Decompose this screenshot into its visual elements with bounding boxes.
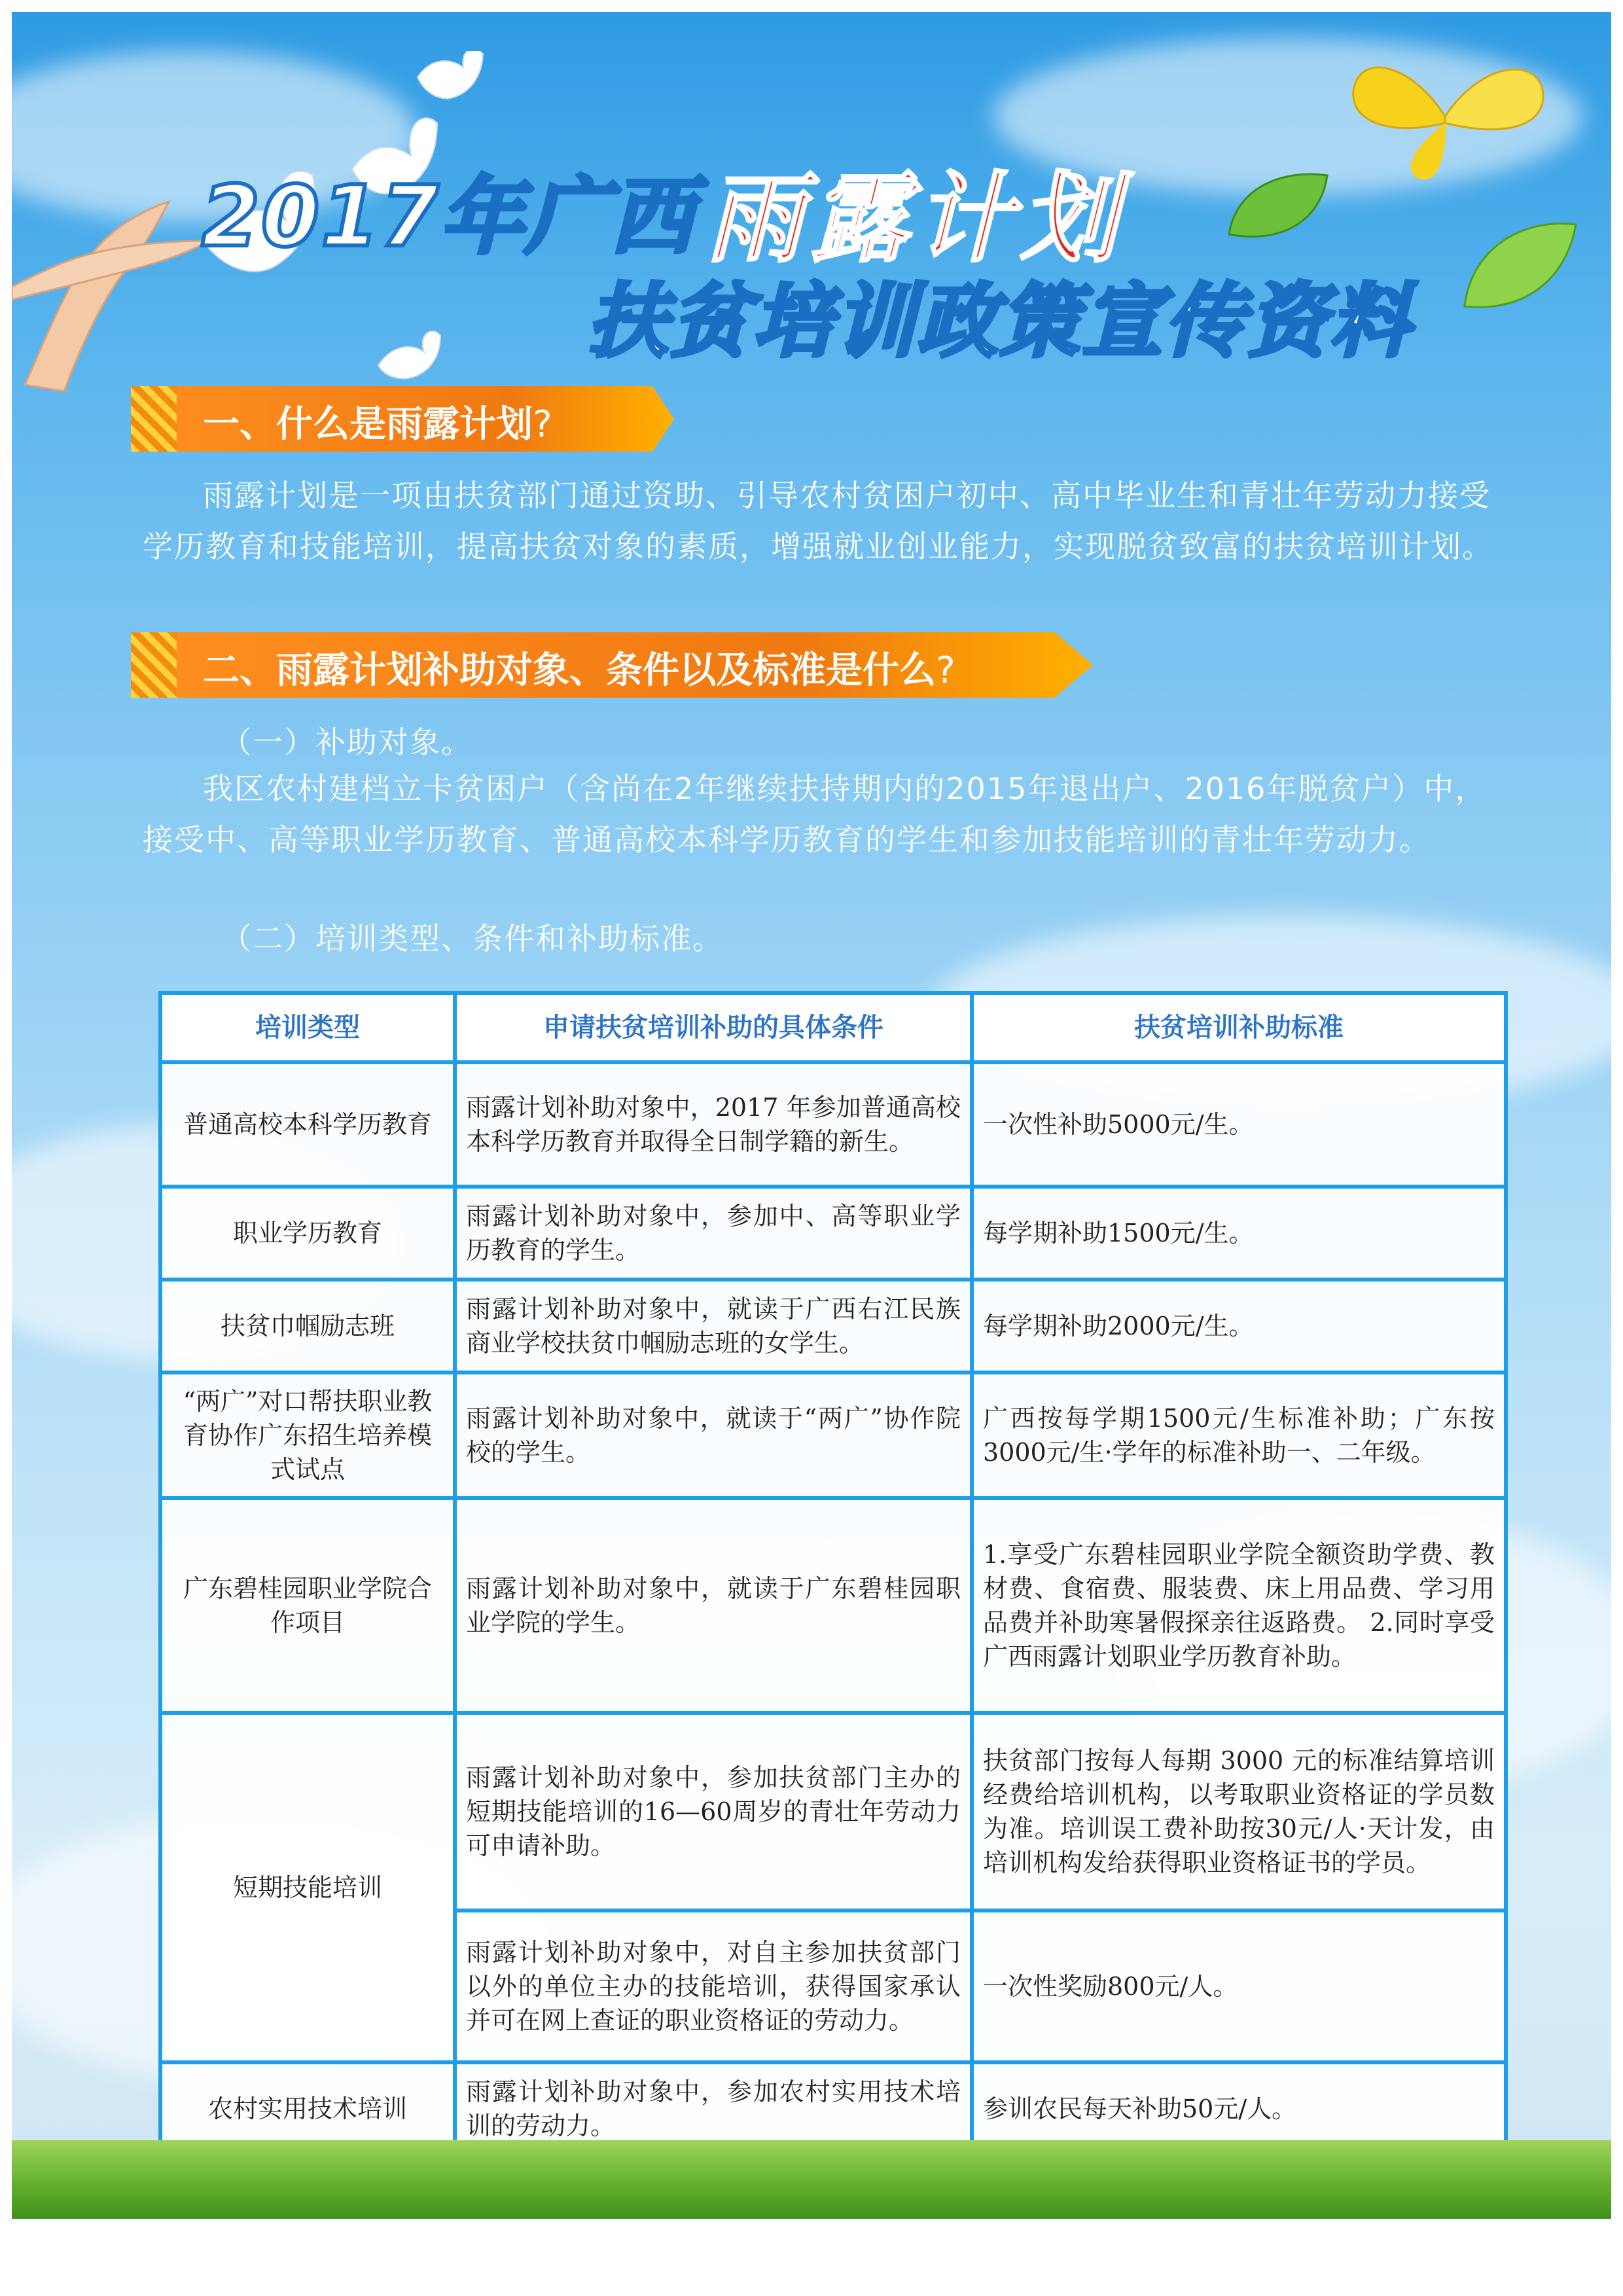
header-training-type: 培训类型 — [160, 993, 455, 1062]
table-row — [160, 1062, 1506, 1187]
section2-heading: 二、雨露计划补助对象、条件以及标准是什么 — [203, 649, 936, 692]
section2-sub1-body — [143, 763, 1504, 865]
section1-body — [143, 470, 1504, 572]
header-standard: 扶贫培训补助标准 — [972, 993, 1506, 1062]
cell-condition: 雨露计划补助对象中，对自主参加扶贫部门以外的单位主办的技能培训，获得国家承认并可在网上查证的职业资格证的劳动力。 — [455, 1910, 972, 2062]
table-row — [160, 1713, 1506, 1910]
title-line2: 扶贫培训政策宣传资料 — [588, 275, 1412, 368]
table-row — [160, 1280, 1506, 1372]
section2-sub1: （一）补助对象。 — [221, 725, 473, 760]
section2-sub2: （二）培训类型、条件和补助标准。 — [221, 921, 724, 956]
section1-body-text: 雨露计划是一项由扶贫部门通过资助、引导农村贫困户初中、高中毕业生和青壮年劳动力接受学历教育和技能培训，提高扶贫对象的素质，增强就业创业能力，实现脱贫致富的扶贫培训计划。 — [143, 478, 1493, 564]
cell-standard: 每学期补助1500元/生。 — [972, 1187, 1506, 1280]
cell-standard: 扶贫部门按每人每期 3000 元的标准结算培训经费给培训机构，以考取职业资格证的学员数为准。培训误工费补助按30元/人·天计发，由培训机构发给获得职业资格证书的学员。 — [972, 1713, 1506, 1910]
cell-condition: 雨露计划补助对象中，参加中、高等职业学历教育的学生。 — [455, 1187, 972, 1280]
subsidy-table — [158, 991, 1504, 2157]
table-header-row — [160, 993, 1506, 1062]
leaf-icon — [1222, 162, 1334, 247]
cell-type: 短期技能培训 — [160, 1713, 455, 2062]
cell-type: 职业学历教育 — [160, 1187, 455, 1280]
section2-heading-mark: ? — [936, 649, 955, 692]
cell-condition: 雨露计划补助对象中，参加扶贫部门主办的短期技能培训的16—60周岁的青壮年劳动力可申请补助。 — [455, 1713, 972, 1910]
butterfly-illustration — [1334, 38, 1556, 195]
cell-condition: 雨露计划补助对象中，就读于广西右江民族商业学校扶贫巾帼励志班的女学生。 — [455, 1280, 972, 1372]
section1-heading-mark: ? — [533, 403, 552, 446]
cell-type: 扶贫巾帼励志班 — [160, 1280, 455, 1372]
title-line1-highlight: 雨露计划 — [705, 161, 1125, 276]
cell-standard: 1.享受广东碧桂园职业学院全额资助学费、教材费、食宿费、服装费、床上用品费、学习用品费并补助寒暑假探亲往返路费。 2.同时享受广西雨露计划职业学历教育补助。 — [972, 1498, 1506, 1713]
table-row — [160, 1498, 1506, 1713]
cell-standard: 参训农民每天补助50元/人。 — [972, 2062, 1506, 2155]
header-conditions: 申请扶贫培训补助的具体条件 — [455, 993, 972, 1062]
section1-heading: 一、什么是雨露计划 — [203, 403, 533, 446]
section1-banner — [131, 386, 674, 452]
cell-condition: 雨露计划补助对象中，就读于广东碧桂园职业学院的学生。 — [455, 1498, 972, 1713]
leaf-icon — [1452, 208, 1582, 319]
cell-type: 农村实用技术培训 — [160, 2062, 455, 2155]
cell-type: “两广”对口帮扶职业教育协作广东招生培养模式试点 — [160, 1372, 455, 1498]
table-row — [160, 1187, 1506, 1280]
poster — [12, 12, 1611, 2219]
table-row — [160, 1372, 1506, 1498]
cell-condition: 雨露计划补助对象中，参加农村实用技术培训的劳动力。 — [455, 2062, 972, 2155]
cell-type: 普通高校本科学历教育 — [160, 1062, 455, 1187]
cell-standard: 一次性奖励800元/人。 — [972, 1910, 1506, 2062]
section2-banner — [131, 632, 1093, 698]
cell-standard: 广西按每学期1500元/生标准补助；广东按3000元/生·学年的标准补助一、二年级。 — [972, 1372, 1506, 1498]
grass-strip — [12, 2140, 1611, 2219]
cell-standard: 每学期补助2000元/生。 — [972, 1280, 1506, 1372]
section2-sub1-body-text: 我区农村建档立卡贫困户（含尚在2年继续扶持期内的2015年退出户、2016年脱贫户）中，接受中、高等职业学历教育、普通高校本科学历教育的学生和参加技能培训的青壮年劳动力。 — [143, 771, 1487, 857]
cell-condition: 雨露计划补助对象中，就读于“两广”协作院校的学生。 — [455, 1372, 972, 1498]
title-line1-prefix: 2017年广西 — [202, 168, 696, 266]
cell-condition: 雨露计划补助对象中，2017 年参加普通高校本科学历教育并取得全日制学籍的新生。 — [455, 1062, 972, 1187]
cell-standard: 一次性补助5000元/生。 — [972, 1062, 1506, 1187]
cell-type: 广东碧桂园职业学院合作项目 — [160, 1498, 455, 1713]
